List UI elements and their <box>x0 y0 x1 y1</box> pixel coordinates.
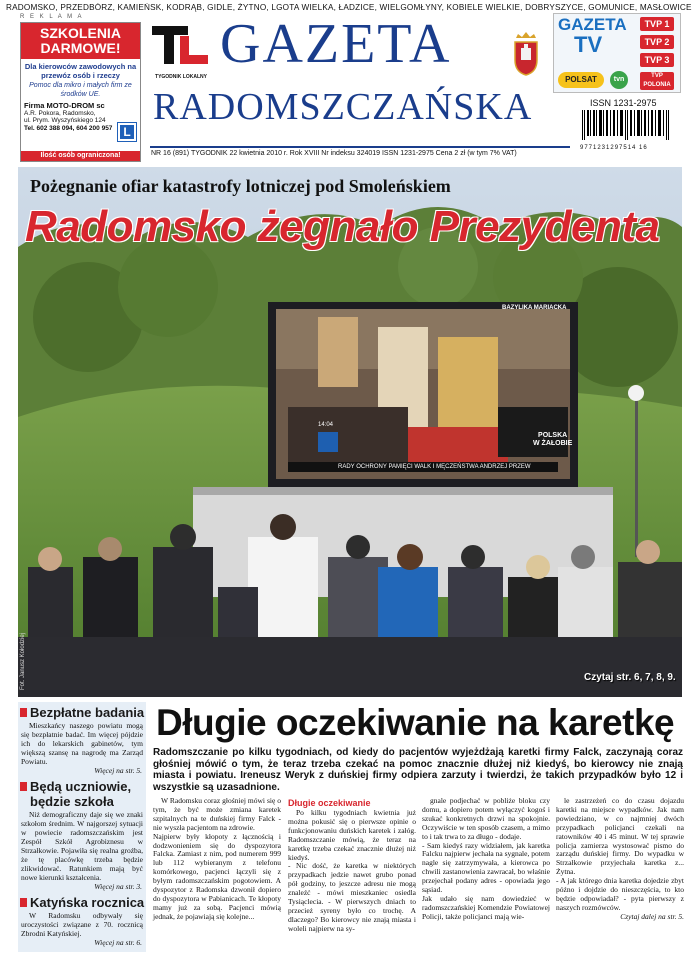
col2-text: Po kilku tygodniach kwietnia już można pokusić się o pierwsze opinie o funkcjonowaniu duńskich karetek i załóg. Radomszczanie mówią, że teraz na karetkę trzeba czekać znacznie dłużej niż kiedyś. - Nic dość, że karetka w niektórych przypadkach jedzie nawet grubo ponad pół godziny, to jeszcze adresu nie mogą znaleźć - mówi mieszkaniec osiedla Tysiąclecia. - W pierwszych dniach to przecież syreny było co trochę. A dlaczego? Bo kierowcy nie znają miasta i woleli najpierw na sy- <box>288 808 416 933</box>
brief-3[interactable] <box>18 891 146 947</box>
issue-line: NR 16 (891) TYGODNIK 22 kwietnia 2010 r. Rok XVIII Nr indeksu 324019 ISSN 1231-2975 Cena 2 zł (w tym 7% VAT) <box>151 150 517 157</box>
brief-3-more: Więcej na str. 6. <box>94 938 142 947</box>
barcode-icon <box>580 110 680 140</box>
tvp2-logo: TVP 2 <box>640 35 674 49</box>
brief-2[interactable] <box>18 775 146 891</box>
ad-footer: Ilość osób ograniczona! <box>21 151 140 161</box>
barcode <box>580 110 680 151</box>
masthead-title: GAZETA <box>220 13 452 75</box>
masthead-subtitle: RADOMSZCZAŃSKA <box>153 86 533 128</box>
brief-3-title: Katyńska rocznica <box>18 895 146 910</box>
ad-firm-line1: A.R. Pokora, Radomsko, <box>24 109 96 117</box>
l-sign-icon: L <box>118 123 136 141</box>
tygodnik-logo <box>150 22 212 78</box>
screen-badge-1: POLSKA <box>538 432 568 439</box>
story-col-3 <box>422 797 550 922</box>
brief-3-text: W Radomsku odbywały się uroczystości związane z 70. rocznicą Zbrodni Katyńskiej. <box>21 911 143 938</box>
screen-badge <box>533 432 572 448</box>
brief-2-text: Niż demograficzny daje się we znaki szkołom średnim. W najgorszej sytuacji w powiecie radomszczańskim jest Zespół Szkół Agrobiznesu w Strzałkowie. Pojawiła się realna groźba, że tę placówkę trzeba będzie zlikwidować. Ratunkiem mają być nowe kierunki kształcenia. <box>21 810 143 882</box>
screen-top-label: BAZYLIKA MARIACKA <box>502 305 567 311</box>
brief-1-more: Więcej na str. 5. <box>94 766 142 775</box>
main-headline: Długie oczekiwanie na karetkę <box>156 702 675 743</box>
brief-2-more: Więcej na str. 3. <box>94 882 142 891</box>
ad-firm <box>21 99 121 132</box>
ad-firm-line2: ul. Prym. Wyszyńskiego 124 <box>24 117 106 124</box>
tvn-logo: tvn <box>610 71 628 89</box>
cover-read-more: Czytaj str. 6, 7, 8, 9. <box>584 672 676 683</box>
tvp1-logo: TVP 1 <box>640 17 674 31</box>
sidebar-briefs <box>18 702 146 952</box>
brief-1-title: Bezpłatne badania <box>18 705 146 720</box>
tv-title-2: TV <box>574 32 603 57</box>
main-lead: Radomszczanie po kilku tygodniach, od kiedy do pacjentów wyjeżdżają karetki firmy Falck, zaczynają coraz głośniej mówić o tym, że teraz trzeba czekać na pomoc znacznie dłużej niż kiedyś, bo kierowcy nie znają miasta i powiatu. Ireneusz Weryk z duńskiej firmy odpiera zarzuty i twierdzi, że takich przypadków było 12 i wszystkie są uzasadnione. <box>153 747 683 793</box>
masthead-rule <box>150 146 570 148</box>
story-col-2 <box>288 797 416 934</box>
tl-logo-icon <box>150 22 212 68</box>
cover-headline: Radomsko żegnało Prezydenta <box>25 202 660 251</box>
screen-badge-2: W ŻAŁOBIE <box>533 440 573 447</box>
col4-text: le zastrzeżeń co do czasu dojazdu karetki na miejsce wypadków. Jak nam powiedziano, w co najmniej dwóch przypadkach policjanci czekali na ratowników 40 i 45 minut. W tej sprawie policja zamierza wystosować pismo do zarządu duńskiej firmy. Do wypadku w Strzałkowie przyjechała karetka z... Żytna. - A jak którego dnia karetka dojedzie zbyt późno i dojdzie do nieszczęścia, to kto będzie odpowiadał? - pyta pierwszy z naszych rozmówców. <box>556 796 684 912</box>
polsat-logo: POLSAT <box>558 72 604 88</box>
ad-label: R E K L A M A <box>20 14 84 20</box>
col3-text: gnale podjechać w pobliże bloku czy domu, a dopiero potem wyłączyć kogoś i szukać konkretnych drzwi na spokojnie. Oczywiście w ten sposób czasem, a mimo to i tak trwa to za długo - dodaje. - Sam kiedyś razy widziałem, jak karetka Falcku najpierw jechała na sygnale, potem nagle się zatrzymywała, a kierowca po chwili zastanowienia zawracał, bo właśnie przejechał podany adres - opowiada jego sąsiad. Jak udało się nam dowiedzieć w radomszczańskiej Komendzie Powiatowej Policji, także policjanci mają wie- <box>422 796 550 921</box>
ad-box[interactable] <box>20 22 141 162</box>
ad-headline: SZKOLENIA DARMOWE! <box>21 23 140 59</box>
story-col-4 <box>556 797 684 922</box>
towns-line: RADOMSKO, PRZEDBÓRZ, KAMIEŃSK, KODRĄB, GIDLE, ŻYTNO, LGOTA WIELKA, ŁADZICE, WIELGOMŁYNY, KOBIELE WIELKIE, DOBRYSZYCE, GOMUNICE, MASŁOWICE <box>6 3 692 12</box>
gazeta-tv-box <box>553 13 681 93</box>
brief-2-title: Będą uczniowie, będzie szkoła <box>18 779 146 809</box>
city-crest-icon <box>512 32 540 76</box>
cover-kicker: Pożegnanie ofiar katastrofy lotniczej pod Smoleńskiem <box>30 176 451 196</box>
story-read-more[interactable]: Czytaj dalej na str. 5. <box>620 911 684 921</box>
ad-firm-name: Firma MOTO-DROM sc <box>24 101 105 110</box>
logo-caption: TYGODNIK LOKALNY <box>155 74 207 80</box>
story-col-1 <box>153 797 281 922</box>
tvp3-logo: TVP 3 <box>640 53 674 67</box>
brief-1-text: Mieszkańcy naszego powiatu mogą się bezpłatnie badać. Im więcej pójdzie ich do lekarskich gabinetów, tym większą szansę na nagrodę ma Zarząd Powiatu. <box>21 721 143 766</box>
screen-caption: RADY OCHRONY PAMIĘCI WALK I MĘCZEŃSTWA ANDRZEJ PRZEW <box>338 464 531 470</box>
brief-1[interactable] <box>18 702 146 775</box>
photo-credit: Fot. Janusz Kołodziej <box>20 632 26 690</box>
tv-title-1: GAZETA <box>558 15 627 34</box>
col1-text: W Radomsku coraz głośniej mówi się o tym, że być może zmiana karetek szpitalnych na te duńskiej firmy Falck - nie wyszła pacjentom na zdrowie. Najpierw były kłopoty z łącznością i dodzwonieniem się do dyspozytora Falcka. Zamiast z nim, pod numerem 999 lub 112 wybieranym z telefonu komórkowego, pacjenci łączyli się z byłym radomszczańskim pogotowiem. A dyspozytor z Radomska dzwonił dopiero do dyspozytora w Pabianicach. Te kłopoty mamy już za sobą. Pacjenci mówią jednak, że pojawiają się kolejne... <box>153 796 281 921</box>
ad-firm-phone: Tel. 602 388 094, 604 200 957 <box>24 124 113 132</box>
screen-time: 14:04 <box>318 422 334 428</box>
col2-subhead: Długie oczekiwanie <box>288 798 371 808</box>
tvp-polonia-logo: TVP POLONIA <box>640 72 674 90</box>
ad-subtitle: Dla kierowców zawodowych na przewóz osób i rzeczy <box>24 62 137 80</box>
issn: ISSN 1231-2975 <box>590 98 657 108</box>
barcode-digits: 9771231297514 16 <box>580 145 648 151</box>
ad-subtitle-2: Pomoc dla mikro i małych firm ze środków UE. <box>29 82 132 98</box>
